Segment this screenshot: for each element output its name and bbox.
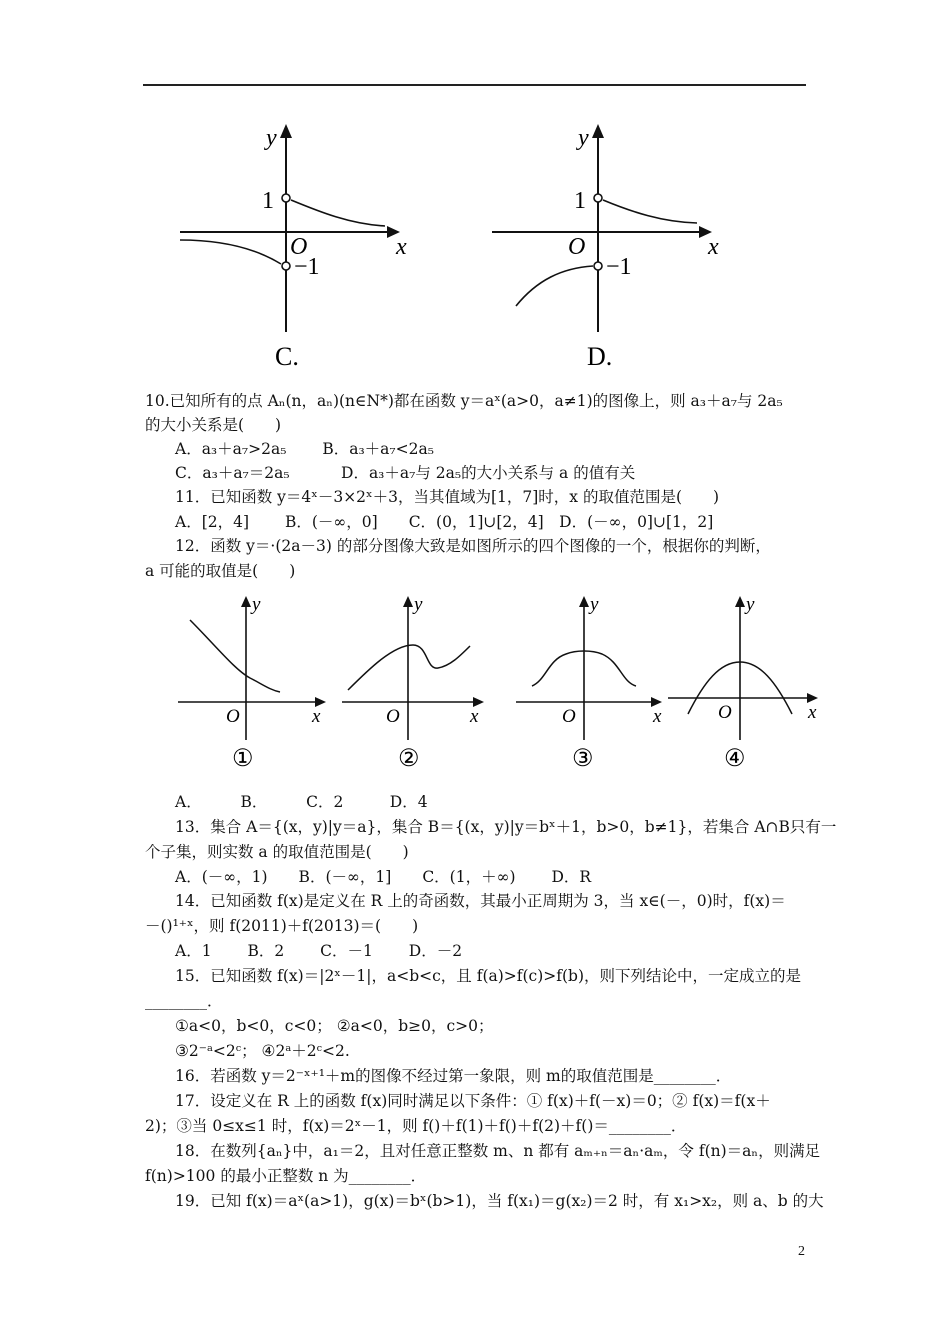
q13-options: A．(－∞，1) B．(－∞，1] C．(1，＋∞) D．R xyxy=(175,868,592,886)
q18-line-1: 18．在数列{aₙ}中，a₁＝2，且对任意正整数 m、n 都有 aₘ₊ₙ＝aₙ·aₘ，令 f(n)＝aₙ，则满足 xyxy=(175,1142,821,1160)
graph-d-open-point-top xyxy=(594,194,602,202)
graph-c-tick-1: 1 xyxy=(262,188,274,214)
graph-d-origin: O xyxy=(568,234,586,260)
q10-options-ab: A．a₃＋a₇>2a₅ B．a₃＋a₇<2a₅ xyxy=(175,440,434,458)
graph-3 xyxy=(510,590,680,770)
graph-c xyxy=(170,120,410,380)
graph-d-curve-left xyxy=(516,266,593,306)
q10-line-2: 的大小关系是( ) xyxy=(145,416,282,434)
graph-d-x-axis xyxy=(492,226,712,238)
q13-line-2: 个子集，则实数 a 的取值范围是( ) xyxy=(145,843,409,861)
q17-line-2: 2)；③当 0≤x≤1 时，f(x)＝2ˣ－1，则 f()＋f(1)＋f()＋f(2)＋f()＝________． xyxy=(145,1117,687,1135)
q14-line-1: 14．已知函数 f(x)是定义在 R 上的奇函数，其最小正周期为 3，当 x∈(－，0)时，f(x)＝ xyxy=(175,892,786,910)
graph-3-label: ③ xyxy=(572,746,594,772)
q14-line-2: －()¹⁺ˣ，则 f(2011)＋f(2013)＝( ) xyxy=(145,917,419,935)
graph-1-x-label: x xyxy=(312,706,321,727)
q12-options: A． B． C．2 D．4 xyxy=(175,793,428,811)
page-number: 2 xyxy=(798,1244,805,1259)
graph-c-open-point-top xyxy=(282,194,290,202)
graph-c-origin: O xyxy=(290,234,308,260)
graph-c-curve-left xyxy=(180,240,281,264)
q15-choices-12: ①a<0，b<0，c<0； ②a<0，b≥0，c>0； xyxy=(175,1017,494,1035)
graph-d-open-point-bottom xyxy=(594,262,602,270)
graph-c-x-label: x xyxy=(396,234,407,260)
graph-c-tick-minus1: −1 xyxy=(294,254,320,280)
q12-line-2: a 可能的取值是( ) xyxy=(145,562,296,580)
graph-4 xyxy=(664,590,834,770)
q13-line-1: 13．集合 A＝{(x，y)|y＝a}，集合 B＝{(x，y)|y＝bˣ＋1，b>0，b≠1}，若集合 A∩B只有一 xyxy=(175,818,837,836)
graph-4-x-label: x xyxy=(808,702,817,723)
graph-d-label: D. xyxy=(587,342,613,371)
graph-d-y-axis xyxy=(592,124,604,332)
graph-d-curve-right xyxy=(603,200,697,223)
graph-2-origin: O xyxy=(386,706,400,727)
graph-d xyxy=(482,120,722,380)
graph-1-curve xyxy=(190,620,280,692)
q11-stem: 11．已知函数 y＝4ˣ－3×2ˣ＋3，当其值域为[1，7]时，x 的取值范围是( ) xyxy=(175,488,720,506)
graph-3-x-label: x xyxy=(653,706,662,727)
graph-d-tick-minus1: −1 xyxy=(606,254,632,280)
q17-line-1: 17．设定义在 R 上的函数 f(x)同时满足以下条件：① f(x)＋f(－x)＝0；② f(x)＝f(x＋ xyxy=(175,1092,771,1110)
graph-3-y-label: y xyxy=(590,594,599,615)
q16: 16．若函数 y＝2⁻ˣ⁺¹＋m的图像不经过第一象限，则 m的取值范围是________． xyxy=(175,1067,732,1085)
q10-options-cd: C．a₃＋a₇＝2a₅ D．a₃＋a₇与 2a₅的大小关系与 a 的值有关 xyxy=(175,464,636,482)
q19-line-1: 19．已知 f(x)＝aˣ(a>1)，g(x)＝bˣ(b>1)，当 f(x₁)＝g(x₂)＝2 时，有 x₁>x₂，则 a、b 的大 xyxy=(175,1192,824,1210)
graph-c-open-point-bottom xyxy=(282,262,290,270)
q12-line-1: 12．函数 y＝·(2a－3) 的部分图像大致是如图所示的四个图像的一个，根据你的判断， xyxy=(175,537,771,555)
q18-line-2: f(n)>100 的最小正整数 n 为________． xyxy=(145,1167,427,1185)
graph-3-origin: O xyxy=(562,706,576,727)
graph-c-y-axis xyxy=(280,124,292,332)
q15-blank: ________． xyxy=(145,992,223,1010)
graph-1-origin: O xyxy=(226,706,240,727)
graph-2 xyxy=(338,590,508,770)
graph-1-label: ① xyxy=(232,746,254,772)
q14-options: A．1 B．2 C．－1 D．－2 xyxy=(175,942,463,960)
graph-c-curve-right xyxy=(291,200,385,226)
graph-2-curve xyxy=(348,645,470,690)
graph-d-tick-1: 1 xyxy=(574,188,586,214)
graph-2-label: ② xyxy=(398,746,420,772)
graph-d-x-label: x xyxy=(708,234,719,260)
header-rule xyxy=(143,84,806,86)
q15-choices-34: ③2⁻ᵃ<2ᶜ； ④2ᵃ＋2ᶜ<2. xyxy=(175,1042,350,1060)
q15-line-1: 15．已知函数 f(x)＝|2ˣ－1|，a<b<c，且 f(a)>f(c)>f(b)，则下列结论中，一定成立的是 xyxy=(175,967,802,985)
graph-d-y-label: y xyxy=(578,125,589,151)
graph-2-y-label: y xyxy=(414,594,423,615)
graph-2-x-label: x xyxy=(470,706,479,727)
graph-c-label: C. xyxy=(275,342,299,371)
q11-options: A．[2，4] B．(－∞，0] C．(0，1]∪[2，4] D．(－∞，0]∪[1，2] xyxy=(175,513,714,531)
graph-4-origin: O xyxy=(718,702,732,723)
graph-4-label: ④ xyxy=(724,746,746,772)
q10-line-1: 10.已知所有的点 Aₙ(n，aₙ)(n∈N*)都在函数 y＝aˣ(a>0，a≠1)的图像上，则 a₃＋a₇与 2a₅ xyxy=(145,392,783,410)
graph-c-y-label: y xyxy=(266,125,277,151)
graph-4-y-label: y xyxy=(746,594,755,615)
graph-1-y-label: y xyxy=(252,594,261,615)
graph-1 xyxy=(170,590,340,770)
